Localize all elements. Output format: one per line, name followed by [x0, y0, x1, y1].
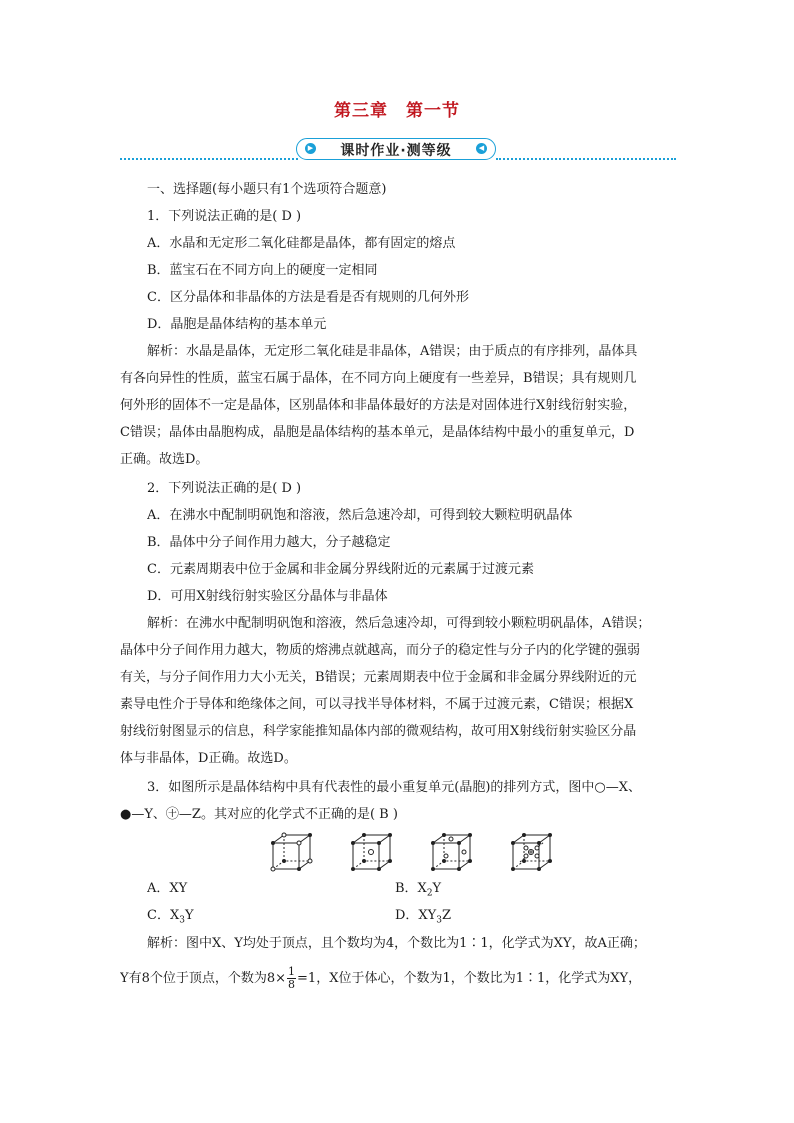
q1-analysis-line: 何外形的固体不一定是晶体，区别晶体和非晶体最好的方法是对固体进行X射线衍射实验，	[120, 398, 637, 413]
q3-option-c: C．$X_3Y$	[147, 908, 194, 925]
q2-analysis-line: 解析：在沸水中配制明矾饱和溶液，然后急速冷却，可得到较小颗粒明矾晶体，A错误；	[147, 616, 651, 631]
fraction: $\frac{1}{8}$	[288, 965, 296, 991]
unit-cell-b-figure	[350, 832, 394, 872]
arrow-right-icon: ▶	[305, 143, 316, 154]
q2-option-c: C．元素周期表中位于金属和非金属分界线附近的元素属于过渡元素	[147, 562, 534, 577]
q3-stem-line-2: ●—Y、㊉—Z。其对应的化学式不正确的是( B )	[120, 807, 398, 822]
section-banner	[120, 134, 676, 164]
banner-text: 课时作业·测等级	[340, 143, 452, 159]
unit-cell-c-figure	[430, 832, 474, 872]
q1-option-b: B．蓝宝石在不同方向上的硬度一定相同	[147, 263, 378, 278]
unit-cell-a-figure	[270, 832, 314, 872]
q3-stem-line-1: 3．如图所示是晶体结构中具有代表性的最小重复单元(晶胞)的排列方式，图中○—X、	[147, 780, 642, 795]
q3-option-a: A．XY	[147, 881, 188, 896]
q2-option-a: A．在沸水中配制明矾饱和溶液，然后急速冷却，可得到较大颗粒明矾晶体	[147, 508, 573, 523]
q2-analysis-line: 素导电性介于导体和绝缘体之间，可以寻找半导体材料，不属于过渡元素，C错误；根据X	[120, 697, 634, 712]
q1-option-d: D．晶胞是晶体结构的基本单元	[147, 317, 327, 332]
q2-stem: 2．下列说法正确的是( D )	[147, 481, 302, 496]
q2-analysis-line: 有关，与分子间作用力大小无关，B错误；元素周期表中位于金属和非金属分界线附近的元	[120, 670, 637, 685]
q3-option-d: D．$XY_3Z$	[395, 908, 452, 925]
q3-option-b: B．$X_2Y$	[395, 881, 442, 898]
arrow-left-icon: ◀	[476, 143, 487, 154]
q2-analysis-line: 射线衍射图显示的信息，科学家能推知晶体内部的微观结构，故可用X射线衍射实验区分晶	[120, 724, 637, 739]
q2-analysis-line: 晶体中分子间作用力越大，物质的熔沸点就越高，而分子的稳定性与分子内的化学键的强弱	[120, 643, 641, 658]
banner-pill	[296, 138, 496, 160]
unit-cell-d-figure	[510, 832, 554, 872]
q1-analysis-line: 正确。故选D。	[120, 452, 209, 467]
q1-option-c: C．区分晶体和非晶体的方法是看是否有规则的几何外形	[147, 290, 469, 305]
q1-analysis-line: 有各向异性的性质，蓝宝石属于晶体，在不同方向上硬度有一些差异，B错误；具有规则几	[120, 371, 637, 386]
q1-analysis-line: C错误；晶体由晶胞构成，晶胞是晶体结构的基本单元，是晶体结构中最小的重复单元，D	[120, 425, 635, 440]
unit-cell-figures	[270, 832, 560, 872]
q1-analysis-line: 解析：水晶是晶体，无定形二氧化硅是非晶体，A错误；由于质点的有序排列，晶体具	[147, 344, 638, 359]
q3-analysis-line-1: 解析：图中X、Y均处于顶点，且个数均为4，个数比为1∶1，化学式为XY，故A正确；	[147, 936, 646, 951]
banner-dotted-line-left	[120, 158, 298, 160]
q1-stem: 1．下列说法正确的是( D )	[147, 209, 302, 224]
q1-option-a: A．水晶和无定形二氧化硅都是晶体，都有固定的熔点	[147, 236, 456, 251]
chapter-title: 第三章 第一节	[334, 101, 460, 121]
q3-analysis-line-2: Y有8个位于顶点，个数为8× $\frac{1}{8}$ =1，X位于体心，个数为1，个数比为1∶1，化学式为XY，	[120, 965, 642, 991]
q2-analysis-line: 体与非晶体，D正确。故选D。	[120, 751, 297, 766]
q2-option-d: D．可用X射线衍射实验区分晶体与非晶体	[147, 589, 388, 604]
section-heading: 一、选择题(每小题只有1个选项符合题意)	[147, 182, 387, 197]
q2-option-b: B．晶体中分子间作用力越大，分子越稳定	[147, 535, 391, 550]
banner-dotted-line-right	[496, 158, 676, 160]
